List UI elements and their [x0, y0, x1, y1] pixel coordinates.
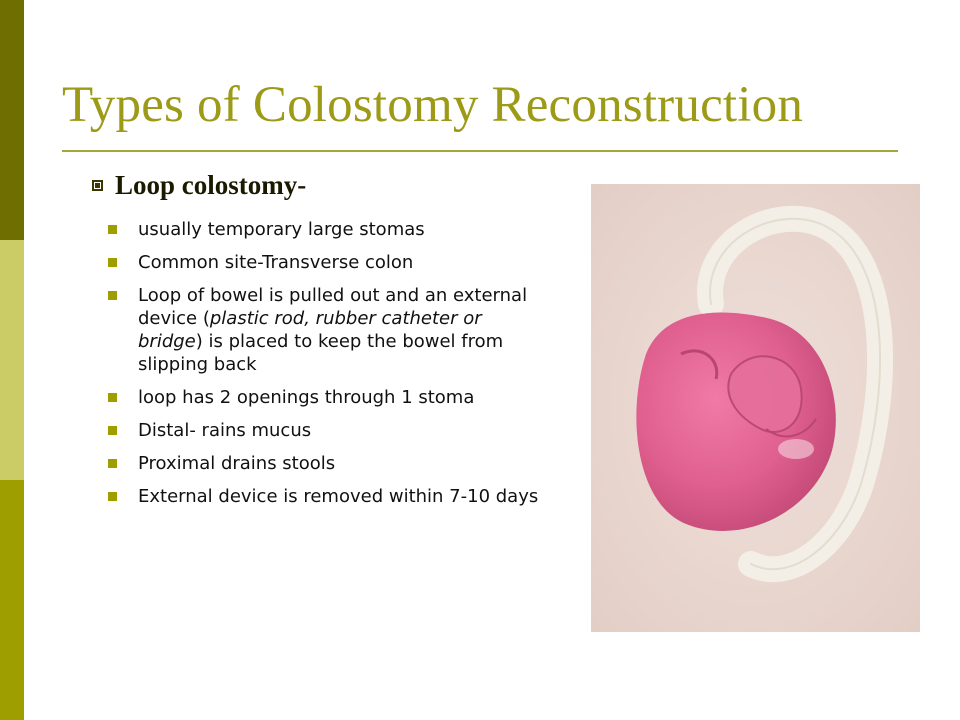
list-item	[108, 452, 548, 475]
bullet-text: External device is removed within 7-10 days	[138, 486, 539, 507]
section-heading	[92, 170, 306, 201]
bullet-square-icon	[108, 258, 117, 267]
bullet-text-italic: plastic rod, rubber catheter or bridge	[138, 308, 482, 352]
bullet-list	[108, 218, 548, 518]
bullet-square-icon	[108, 393, 117, 402]
title-underline	[62, 150, 898, 152]
side-bar-top	[0, 0, 24, 240]
list-item	[108, 485, 548, 508]
bullet-square-icon	[108, 459, 117, 468]
list-item	[108, 386, 548, 409]
side-bar-bottom	[0, 480, 24, 720]
bullet-square-icon	[108, 225, 117, 234]
bullet-text: Distal- rains mucus	[138, 420, 312, 441]
bullet-square-icon	[108, 291, 117, 300]
side-bar-middle	[0, 240, 24, 480]
list-item	[108, 284, 548, 376]
heading-bullet-icon	[92, 180, 103, 191]
bullet-text: loop has 2 openings through 1 stoma	[138, 387, 475, 408]
bullet-square-icon	[108, 492, 117, 501]
stoma-photo	[591, 184, 920, 632]
list-item	[108, 218, 548, 241]
stoma-illustration	[591, 184, 920, 632]
bullet-text: Proximal drains stools	[138, 453, 336, 474]
list-item	[108, 251, 548, 274]
bullet-text: Common site-Transverse colon	[138, 252, 414, 273]
bullet-text-part1: Loop of bowel is pulled out and an external device (	[138, 285, 528, 329]
bullet-square-icon	[108, 426, 117, 435]
slide-title: Types of Colostomy Reconstruction	[62, 77, 804, 133]
heading-text: Loop colostomy-	[115, 170, 307, 200]
bullet-text-part2: ) is placed to keep the bowel from slipping back	[138, 331, 504, 375]
list-item	[108, 419, 548, 442]
bullet-text: usually temporary large stomas	[138, 219, 425, 240]
